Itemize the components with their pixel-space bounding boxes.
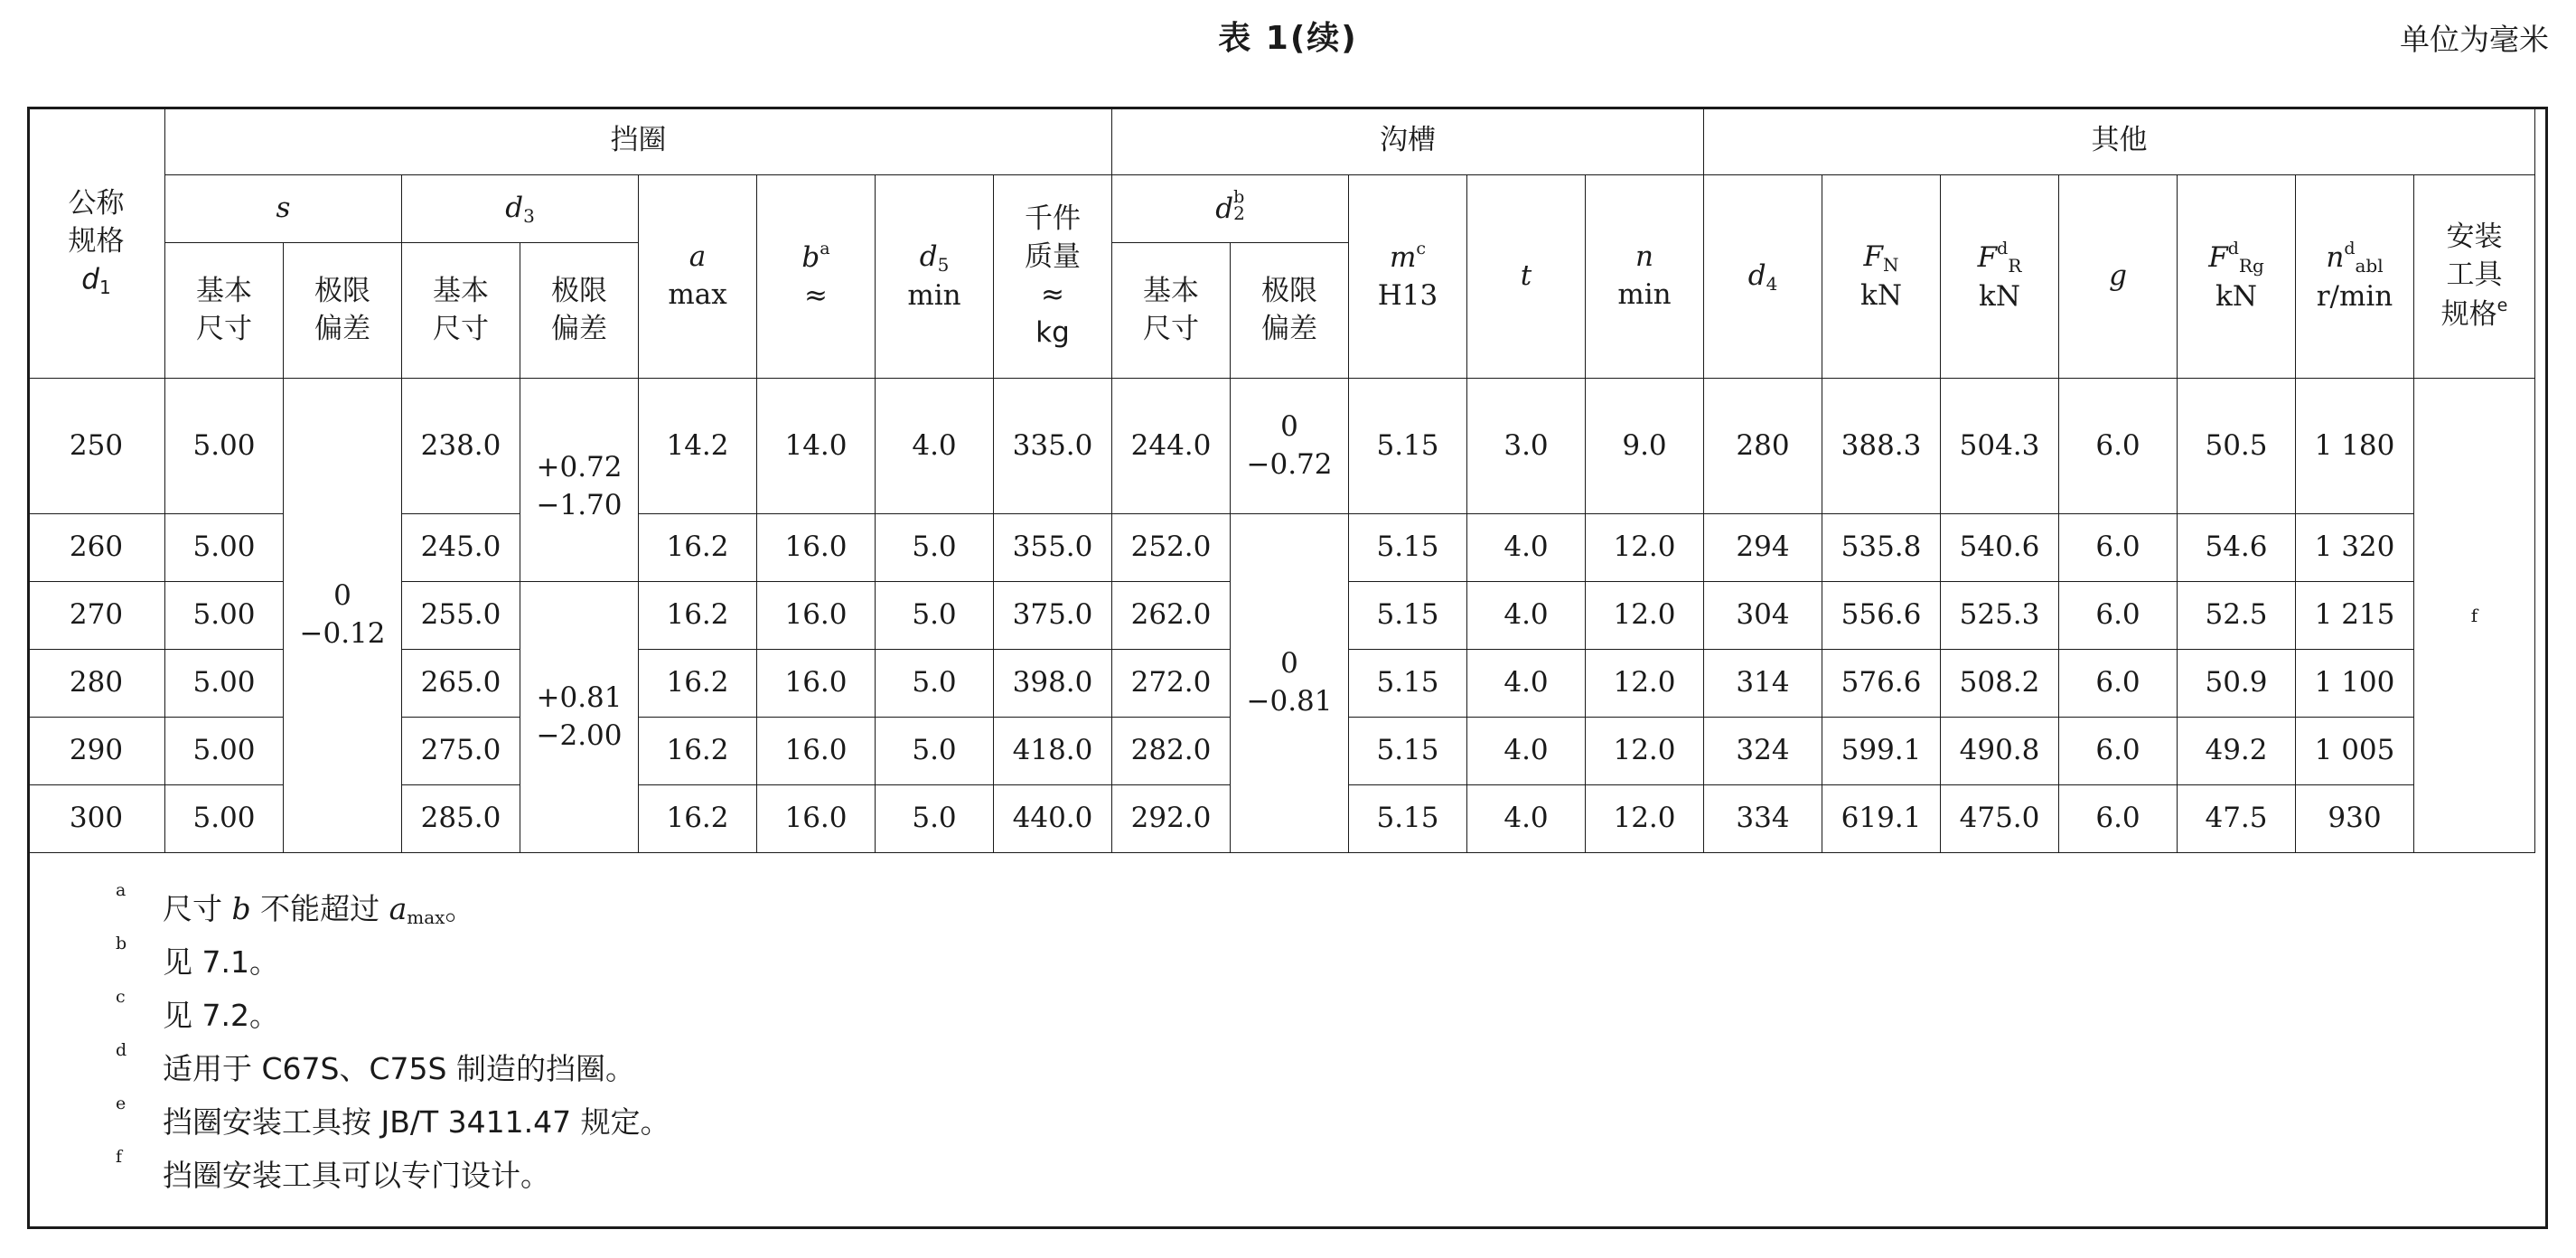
col-d4: $d_4$ bbox=[1704, 175, 1822, 379]
col-m: $m^c$ H13 bbox=[1349, 175, 1467, 379]
cell-d4: 314 bbox=[1704, 650, 1822, 718]
cell-d1: 250 bbox=[28, 379, 165, 514]
col-s-limit: 极限 偏差 bbox=[284, 243, 402, 379]
cell-mass: 398.0 bbox=[994, 650, 1112, 718]
cell-d3-tolerance: +0.72 −1.70 bbox=[520, 379, 639, 582]
cell-FN: 599.1 bbox=[1822, 718, 1941, 785]
cell-b: 16.0 bbox=[757, 514, 876, 582]
cell-d3: 245.0 bbox=[402, 514, 520, 582]
cell-mass: 375.0 bbox=[994, 582, 1112, 650]
col-d2-basic: 基本 尺寸 bbox=[1112, 243, 1231, 379]
col-n: n min bbox=[1586, 175, 1704, 379]
cell-d4: 334 bbox=[1704, 785, 1822, 853]
col-FRg: $F^d_{Rg}$ kN bbox=[2178, 175, 2296, 379]
cell-g: 6.0 bbox=[2059, 514, 2178, 582]
cell-m: 5.15 bbox=[1349, 379, 1467, 514]
cell-m: 5.15 bbox=[1349, 785, 1467, 853]
cell-FRg: 52.5 bbox=[2178, 582, 2296, 650]
cell-nabl: 1 180 bbox=[2296, 379, 2414, 514]
cell-d1: 280 bbox=[28, 650, 165, 718]
cell-g: 6.0 bbox=[2059, 379, 2178, 514]
cell-g: 6.0 bbox=[2059, 650, 2178, 718]
cell-d2-tolerance: 0 −0.72 bbox=[1231, 379, 1349, 514]
col-t: t bbox=[1467, 175, 1586, 379]
col-s: s bbox=[165, 175, 402, 243]
col-d2: d b 2 bbox=[1112, 175, 1349, 243]
cell-s: 5.00 bbox=[165, 582, 284, 650]
cell-m: 5.15 bbox=[1349, 514, 1467, 582]
cell-d3: 285.0 bbox=[402, 785, 520, 853]
col-nominal: 公称 规格 $d_1$ bbox=[28, 108, 165, 379]
cell-n: 12.0 bbox=[1586, 650, 1704, 718]
cell-d2: 272.0 bbox=[1112, 650, 1231, 718]
cell-tool: f bbox=[2414, 379, 2535, 853]
spec-table bbox=[27, 107, 2535, 853]
table-row bbox=[28, 379, 2535, 514]
cell-n: 12.0 bbox=[1586, 785, 1704, 853]
cell-d2: 244.0 bbox=[1112, 379, 1231, 514]
cell-mass: 440.0 bbox=[994, 785, 1112, 853]
table-title: 表 1(续) bbox=[1218, 20, 1358, 57]
cell-d2: 282.0 bbox=[1112, 718, 1231, 785]
cell-d2: 252.0 bbox=[1112, 514, 1231, 582]
header-row-1 bbox=[28, 108, 2535, 175]
group-groove: 沟槽 bbox=[1112, 108, 1704, 175]
cell-d5: 5.0 bbox=[876, 582, 994, 650]
cell-g: 6.0 bbox=[2059, 718, 2178, 785]
cell-FR: 525.3 bbox=[1941, 582, 2059, 650]
cell-nabl: 1 100 bbox=[2296, 650, 2414, 718]
cell-d1: 290 bbox=[28, 718, 165, 785]
cell-t: 4.0 bbox=[1467, 650, 1586, 718]
cell-FN: 576.6 bbox=[1822, 650, 1941, 718]
cell-t: 4.0 bbox=[1467, 718, 1586, 785]
cell-s: 5.00 bbox=[165, 379, 284, 514]
cell-d3: 265.0 bbox=[402, 650, 520, 718]
cell-n: 9.0 bbox=[1586, 379, 1704, 514]
col-d3-limit: 极限 偏差 bbox=[520, 243, 639, 379]
cell-s-tolerance: 0 −0.12 bbox=[284, 379, 402, 853]
cell-FRg: 47.5 bbox=[2178, 785, 2296, 853]
cell-FR: 475.0 bbox=[1941, 785, 2059, 853]
cell-a: 16.2 bbox=[639, 785, 757, 853]
cell-FR: 504.3 bbox=[1941, 379, 2059, 514]
cell-FN: 556.6 bbox=[1822, 582, 1941, 650]
cell-n: 12.0 bbox=[1586, 718, 1704, 785]
cell-FN: 388.3 bbox=[1822, 379, 1941, 514]
col-b: $b^a$ ≈ bbox=[757, 175, 876, 379]
cell-a: 14.2 bbox=[639, 379, 757, 514]
cell-s: 5.00 bbox=[165, 650, 284, 718]
cell-FN: 619.1 bbox=[1822, 785, 1941, 853]
col-mass: 千件 质量 ≈ kg bbox=[994, 175, 1112, 379]
cell-d2: 292.0 bbox=[1112, 785, 1231, 853]
cell-b: 16.0 bbox=[757, 582, 876, 650]
cell-d2-tolerance: 0 −0.81 bbox=[1231, 514, 1349, 853]
table-row bbox=[28, 514, 2535, 582]
cell-d3: 238.0 bbox=[402, 379, 520, 514]
col-nabl: $n^d_{abl}$ r/min bbox=[2296, 175, 2414, 379]
col-d3-basic: 基本 尺寸 bbox=[402, 243, 520, 379]
cell-s: 5.00 bbox=[165, 718, 284, 785]
cell-a: 16.2 bbox=[639, 514, 757, 582]
cell-d1: 260 bbox=[28, 514, 165, 582]
cell-b: 16.0 bbox=[757, 785, 876, 853]
cell-s: 5.00 bbox=[165, 785, 284, 853]
cell-FRg: 54.6 bbox=[2178, 514, 2296, 582]
cell-b: 16.0 bbox=[757, 718, 876, 785]
cell-d5: 5.0 bbox=[876, 718, 994, 785]
header-row-2 bbox=[28, 175, 2535, 243]
cell-d5: 5.0 bbox=[876, 785, 994, 853]
col-tool: 安装 工具 规格$^e$ bbox=[2414, 175, 2535, 379]
cell-nabl: 1 320 bbox=[2296, 514, 2414, 582]
cell-mass: 418.0 bbox=[994, 718, 1112, 785]
cell-s: 5.00 bbox=[165, 514, 284, 582]
cell-FRg: 50.9 bbox=[2178, 650, 2296, 718]
cell-d5: 5.0 bbox=[876, 650, 994, 718]
cell-b: 14.0 bbox=[757, 379, 876, 514]
cell-FR: 540.6 bbox=[1941, 514, 2059, 582]
cell-a: 16.2 bbox=[639, 582, 757, 650]
cell-d4: 294 bbox=[1704, 514, 1822, 582]
col-g: g bbox=[2059, 175, 2178, 379]
col-d3: $d_3$ bbox=[402, 175, 639, 243]
group-other: 其他 bbox=[1704, 108, 2535, 175]
cell-a: 16.2 bbox=[639, 650, 757, 718]
cell-a: 16.2 bbox=[639, 718, 757, 785]
cell-m: 5.15 bbox=[1349, 650, 1467, 718]
cell-d1: 300 bbox=[28, 785, 165, 853]
cell-n: 12.0 bbox=[1586, 582, 1704, 650]
col-d5: $d_5$ min bbox=[876, 175, 994, 379]
cell-g: 6.0 bbox=[2059, 582, 2178, 650]
col-s-basic: 基本 尺寸 bbox=[165, 243, 284, 379]
cell-nabl: 1 005 bbox=[2296, 718, 2414, 785]
unit-label: 单位为毫米 bbox=[2400, 22, 2549, 57]
cell-d3: 275.0 bbox=[402, 718, 520, 785]
cell-b: 16.0 bbox=[757, 650, 876, 718]
group-retainer: 挡圈 bbox=[165, 108, 1112, 175]
cell-FR: 508.2 bbox=[1941, 650, 2059, 718]
cell-t: 4.0 bbox=[1467, 785, 1586, 853]
col-d2-limit: 极限 偏差 bbox=[1231, 243, 1349, 379]
cell-d5: 4.0 bbox=[876, 379, 994, 514]
cell-g: 6.0 bbox=[2059, 785, 2178, 853]
cell-mass: 335.0 bbox=[994, 379, 1112, 514]
cell-FR: 490.8 bbox=[1941, 718, 2059, 785]
cell-FRg: 50.5 bbox=[2178, 379, 2296, 514]
cell-m: 5.15 bbox=[1349, 718, 1467, 785]
cell-d2: 262.0 bbox=[1112, 582, 1231, 650]
cell-d3-tolerance: +0.81 −2.00 bbox=[520, 582, 639, 853]
cell-FN: 535.8 bbox=[1822, 514, 1941, 582]
col-FR: $F^d_R$ kN bbox=[1941, 175, 2059, 379]
cell-t: 4.0 bbox=[1467, 582, 1586, 650]
cell-t: 4.0 bbox=[1467, 514, 1586, 582]
cell-d1: 270 bbox=[28, 582, 165, 650]
col-FN: $F_N$ kN bbox=[1822, 175, 1941, 379]
cell-nabl: 930 bbox=[2296, 785, 2414, 853]
cell-d5: 5.0 bbox=[876, 514, 994, 582]
cell-mass: 355.0 bbox=[994, 514, 1112, 582]
col-a: a max bbox=[639, 175, 757, 379]
cell-t: 3.0 bbox=[1467, 379, 1586, 514]
cell-nabl: 1 215 bbox=[2296, 582, 2414, 650]
cell-d4: 324 bbox=[1704, 718, 1822, 785]
cell-d4: 304 bbox=[1704, 582, 1822, 650]
cell-FRg: 49.2 bbox=[2178, 718, 2296, 785]
cell-m: 5.15 bbox=[1349, 582, 1467, 650]
cell-d3: 255.0 bbox=[402, 582, 520, 650]
cell-n: 12.0 bbox=[1586, 514, 1704, 582]
cell-d4: 280 bbox=[1704, 379, 1822, 514]
